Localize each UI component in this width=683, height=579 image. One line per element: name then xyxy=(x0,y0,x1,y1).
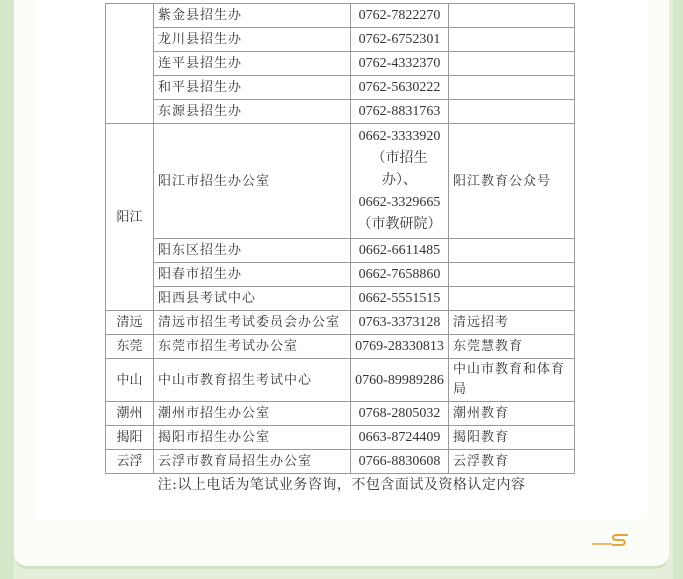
phone-cell: 0662-7658860 xyxy=(351,263,449,287)
phone-cell: 0762-4332370 xyxy=(351,52,449,76)
phone-cell: 0762-6752301 xyxy=(351,28,449,52)
phone-cell: 0662-5551515 xyxy=(351,287,449,311)
office-cell: 揭阳市招生办公室 xyxy=(154,426,351,450)
table-row xyxy=(106,311,575,335)
wechat-cell: 潮州教育 xyxy=(449,402,575,426)
office-cell: 阳江市招生办公室 xyxy=(154,124,351,239)
city-cell: 清远 xyxy=(106,311,154,335)
office-cell: 和平县招生办 xyxy=(154,76,351,100)
wechat-cell: 中山市教育和体育局 xyxy=(449,359,575,402)
phone-line: （市教研院） xyxy=(357,217,442,232)
table-row xyxy=(106,335,575,359)
table-row xyxy=(106,239,575,263)
wechat-cell: 清远招考 xyxy=(449,311,575,335)
wechat-cell xyxy=(449,52,575,76)
table-row xyxy=(106,76,575,100)
phone-line: 0662-3329665 xyxy=(358,195,441,210)
wechat-cell xyxy=(449,28,575,52)
table-row xyxy=(106,4,575,28)
phone-cell: 0760-89989286 xyxy=(351,359,449,402)
contact-table xyxy=(105,3,575,474)
office-cell: 阳春市招生办 xyxy=(154,263,351,287)
table-row xyxy=(106,450,575,474)
table-row xyxy=(106,124,575,239)
city-cell: 阳江 xyxy=(106,124,154,311)
office-cell: 阳东区招生办 xyxy=(154,239,351,263)
phone-line: （市招生办）、 xyxy=(371,151,428,188)
wechat-cell xyxy=(449,287,575,311)
phone-cell: 0662-6611485 xyxy=(351,239,449,263)
wechat-cell xyxy=(449,76,575,100)
wechat-cell xyxy=(449,263,575,287)
city-cell: 揭阳 xyxy=(106,426,154,450)
office-cell: 清远市招生考试委员会办公室 xyxy=(154,311,351,335)
city-cell: 中山 xyxy=(106,359,154,402)
phone-cell: 0762-8831763 xyxy=(351,100,449,124)
office-cell: 潮州市招生办公室 xyxy=(154,402,351,426)
phone-cell xyxy=(351,124,449,239)
wechat-cell xyxy=(449,4,575,28)
phone-cell: 0663-8724409 xyxy=(351,426,449,450)
table-row xyxy=(106,402,575,426)
wechat-cell: 阳江教育公众号 xyxy=(449,124,575,239)
office-cell: 中山市教育招生考试中心 xyxy=(154,359,351,402)
office-cell: 阳西县考试中心 xyxy=(154,287,351,311)
office-cell: 龙川县招生办 xyxy=(154,28,351,52)
table-row xyxy=(106,52,575,76)
table-row xyxy=(106,28,575,52)
phone-cell: 0768-2805032 xyxy=(351,402,449,426)
table-row xyxy=(106,426,575,450)
city-cell xyxy=(106,4,154,124)
office-cell: 东源县招生办 xyxy=(154,100,351,124)
footnote: 注:以上电话为笔试业务咨询，不包含面试及资格认定内容 xyxy=(157,477,526,493)
phone-cell: 0769-28330813 xyxy=(351,335,449,359)
city-cell: 云浮 xyxy=(106,450,154,474)
office-cell: 紫金县招生办 xyxy=(154,4,351,28)
city-cell: 潮州 xyxy=(106,402,154,426)
phone-line: 0662-3333920 xyxy=(358,129,441,144)
table-row xyxy=(106,287,575,311)
office-cell: 云浮市教育局招生办公室 xyxy=(154,450,351,474)
office-cell: 连平县招生办 xyxy=(154,52,351,76)
wechat-cell: 云浮教育 xyxy=(449,450,575,474)
phone-cell: 0762-7822270 xyxy=(351,4,449,28)
table-row xyxy=(106,263,575,287)
phone-cell: 0762-5630222 xyxy=(351,76,449,100)
wechat-cell: 揭阳教育 xyxy=(449,426,575,450)
table-row xyxy=(106,359,575,402)
phone-cell: 0763-3373128 xyxy=(351,311,449,335)
table-row xyxy=(106,100,575,124)
wechat-cell xyxy=(449,239,575,263)
page-logo-icon xyxy=(590,533,632,547)
wechat-cell xyxy=(449,100,575,124)
office-cell: 东莞市招生考试办公室 xyxy=(154,335,351,359)
phone-cell: 0766-8830608 xyxy=(351,450,449,474)
city-cell: 东莞 xyxy=(106,335,154,359)
wechat-cell: 东莞慧教育 xyxy=(449,335,575,359)
